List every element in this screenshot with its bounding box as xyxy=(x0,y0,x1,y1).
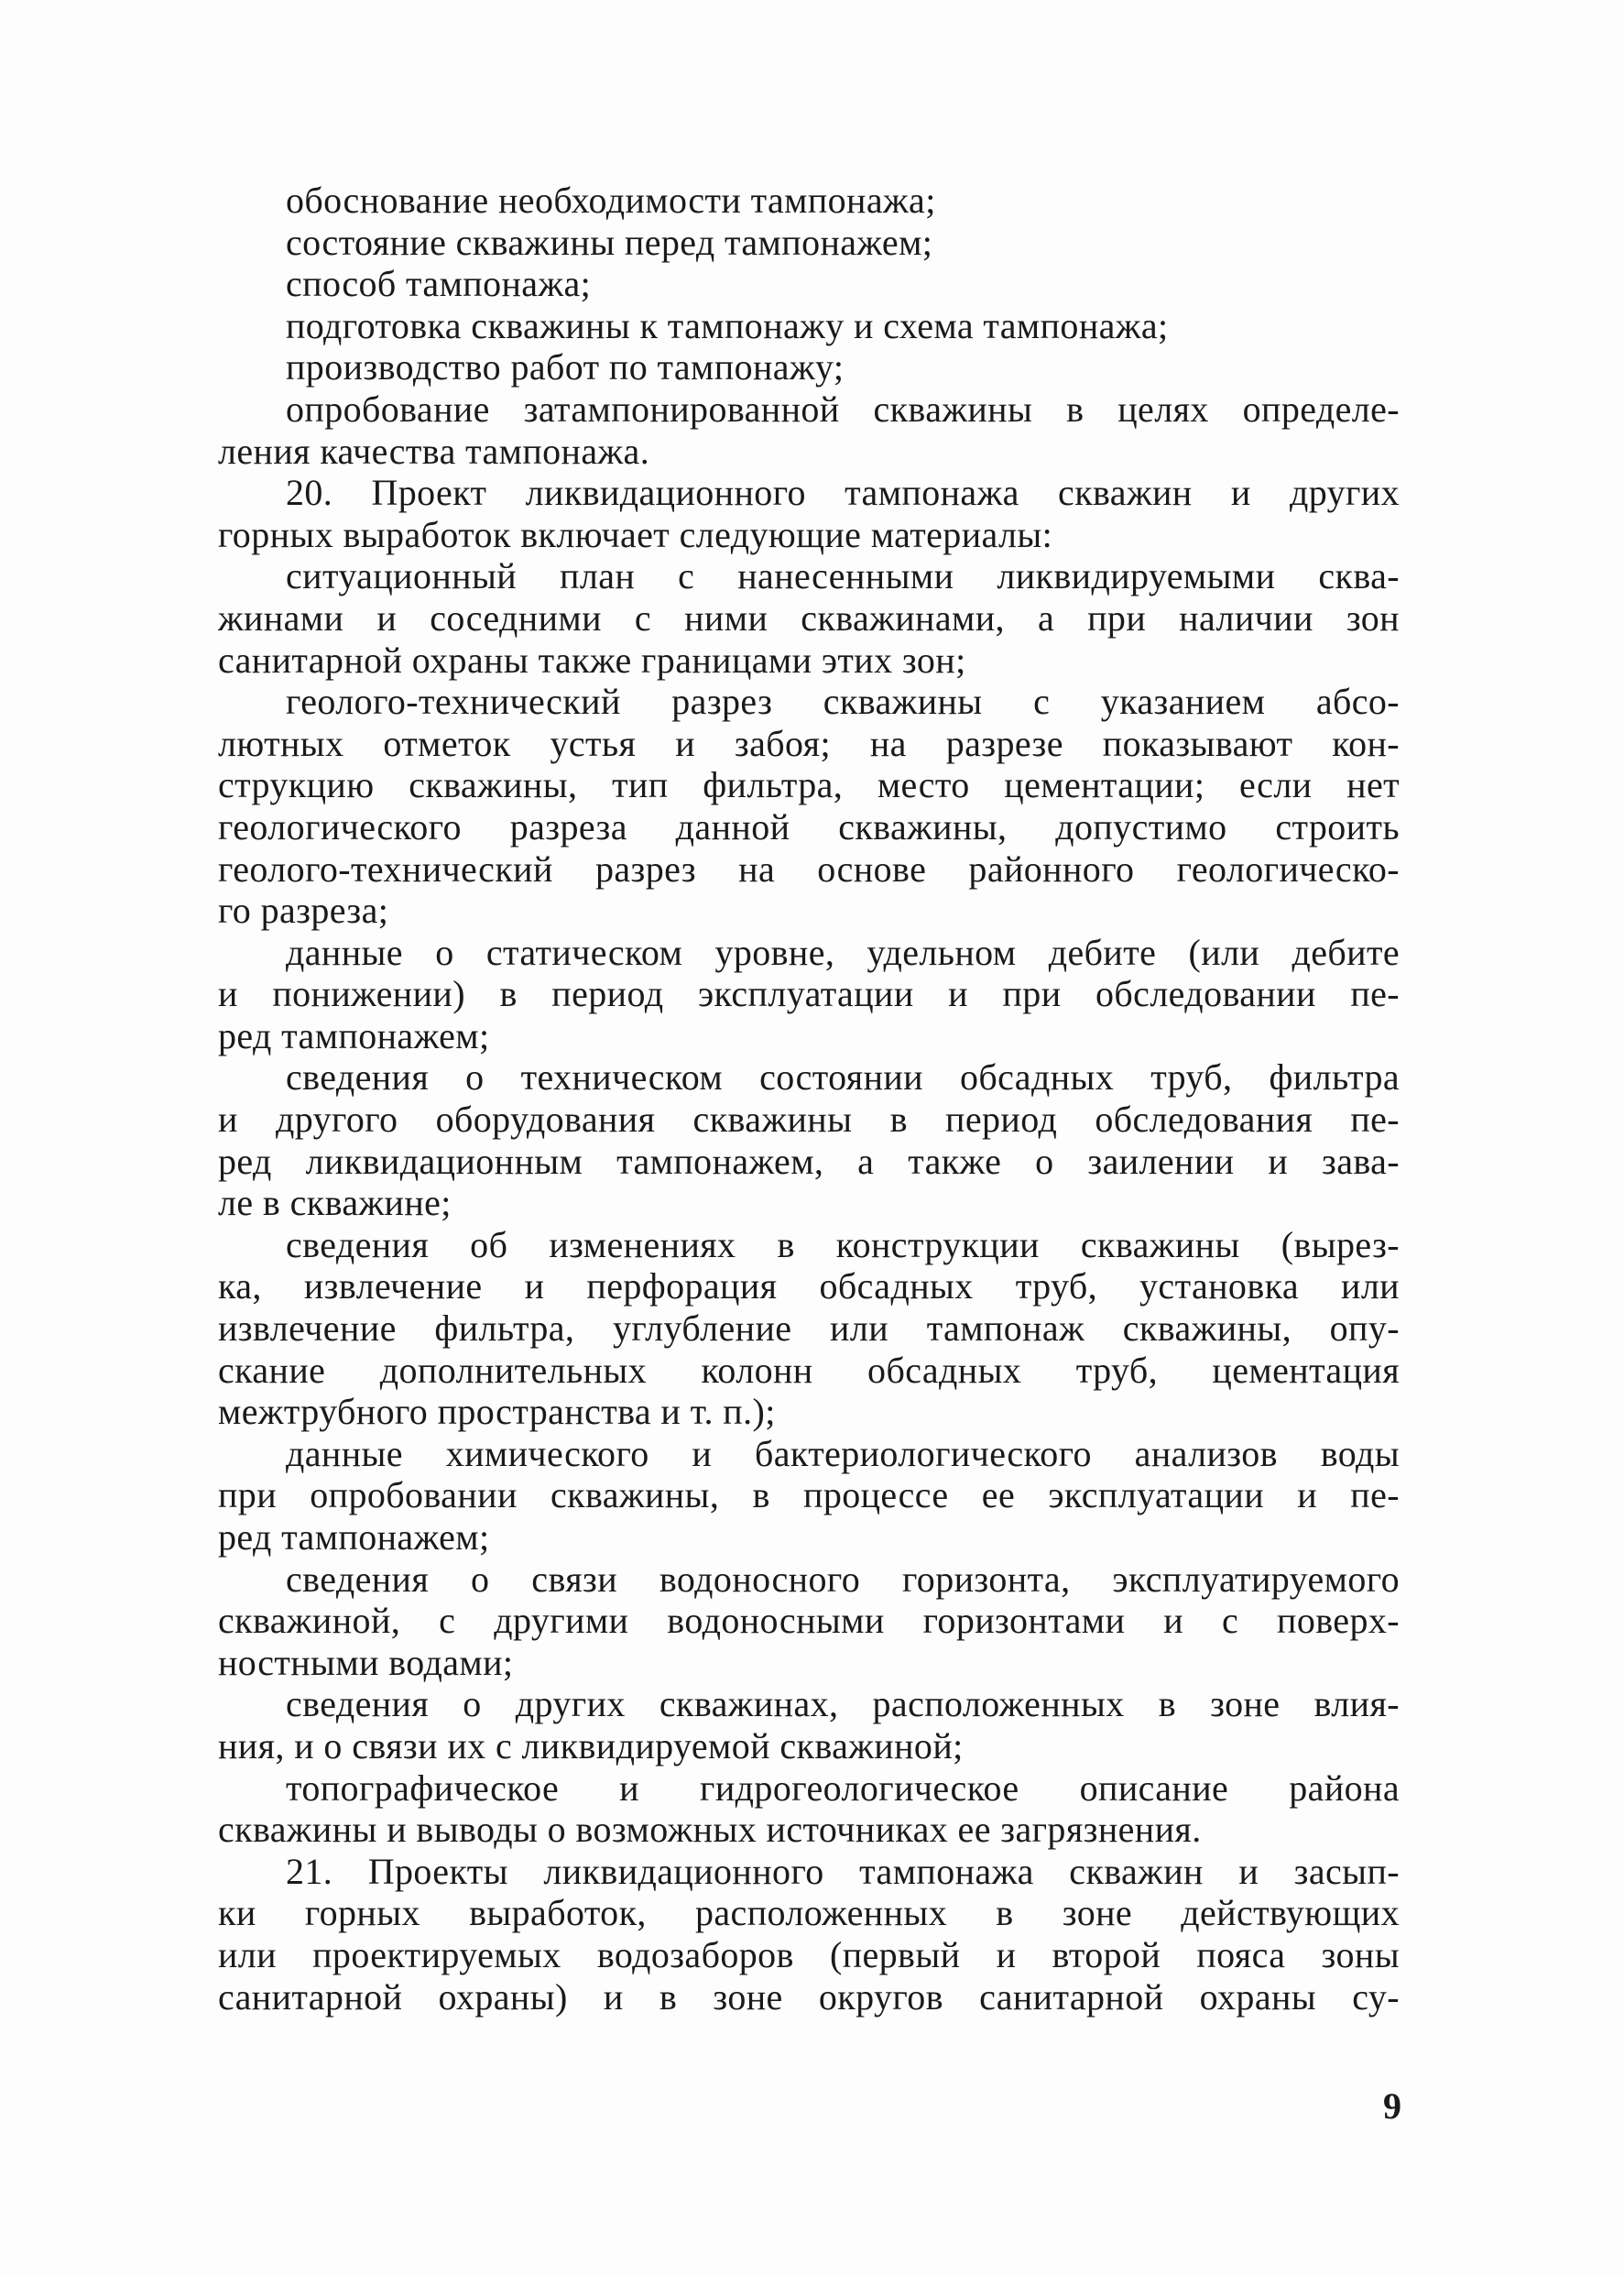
text-line: геолого-технический разрез скважины с указанием абсо- xyxy=(286,681,1400,723)
text-line: сведения о техническом состоянии обсадных труб, фильтра xyxy=(286,1056,1400,1099)
text-line: ред тампонажем; xyxy=(218,1014,490,1056)
text-line: способ тампонажа; xyxy=(286,263,592,305)
text-line: скважиной, с другими водоносными горизонтами и с поверх- xyxy=(218,1600,1400,1642)
text-line: ка, извлечение и перфорация обсадных труб, установка или xyxy=(218,1265,1400,1307)
text-line: скание дополнительных колонн обсадных труб, цементация xyxy=(218,1349,1400,1391)
text-line: ситуационный план с нанесенными ликвидируемыми сква- xyxy=(286,555,1400,597)
text-line: горных выработок включает следующие материалы: xyxy=(218,513,1053,555)
text-line: ле в скважине; xyxy=(218,1182,452,1224)
text-line: сведения о связи водоносного горизонта, эксплуатируемого xyxy=(286,1558,1400,1600)
text-line: ностными водами; xyxy=(218,1641,514,1683)
text-line: ления качества тампонажа. xyxy=(218,430,650,472)
text-line: санитарной охраны) и в зоне округов санитарной охраны су- xyxy=(218,1975,1400,2018)
body-text xyxy=(218,180,1400,2018)
text-line: ред тампонажем; xyxy=(218,1516,490,1558)
text-line: производство работ по тампонажу; xyxy=(286,346,845,388)
text-line: сведения об изменениях в конструкции скважины (вырез- xyxy=(286,1223,1400,1265)
text-line: лютных отметок устья и забоя; на разрезе показывают кон- xyxy=(218,722,1400,764)
text-line: и понижении) в период эксплуатации и при обследовании пе- xyxy=(218,973,1400,1015)
text-line: при опробовании скважины, в процессе ее эксплуатации и пе- xyxy=(218,1474,1400,1516)
text-line: санитарной охраны также границами этих зон; xyxy=(218,639,966,681)
text-line: межтрубного пространства и т. п.); xyxy=(218,1391,776,1433)
text-line: 20. Проект ликвидационного тампонажа скважин и других xyxy=(286,472,1400,514)
text-line: жинами и соседними с ними скважинами, а при наличии зон xyxy=(218,596,1400,639)
text-line: подготовка скважины к тампонажу и схема тампонажа; xyxy=(286,304,1169,346)
text-line: данные о статическом уровне, удельном дебите (или дебите xyxy=(286,931,1400,973)
text-line: состояние скважины перед тампонажем; xyxy=(286,221,933,263)
text-line: геологического разреза данной скважины, допустимо строить xyxy=(218,805,1400,848)
page-number: 9 xyxy=(1383,2085,1401,2127)
text-line: го разреза; xyxy=(218,890,389,932)
text-line: 21. Проекты ликвидационного тампонажа скважин и засып- xyxy=(286,1850,1400,1892)
text-line: ния, и о связи их с ликвидируемой скважиной; xyxy=(218,1724,964,1766)
text-line: данные химического и бактериологического анализов воды xyxy=(286,1432,1400,1474)
text-line: ред ликвидационным тампонажем, а также о заилении и зава- xyxy=(218,1140,1400,1182)
text-line: извлечение фильтра, углубление или тампонаж скважины, опу- xyxy=(218,1307,1400,1350)
text-line: и другого оборудования скважины в период обследования пе- xyxy=(218,1099,1400,1141)
text-line: геолого-технический разрез на основе районного геологическо- xyxy=(218,848,1400,890)
text-line: струкцию скважины, тип фильтра, место цементации; если нет xyxy=(218,764,1400,806)
text-line: опробование затампонированной скважины в целях определе- xyxy=(286,388,1400,430)
text-line: скважины и выводы о возможных источниках ее загрязнения. xyxy=(218,1809,1202,1851)
text-line: топографическое и гидрогеологическое описание района xyxy=(286,1766,1400,1809)
text-line: или проектируемых водозаборов (первый и второй пояса зоны xyxy=(218,1933,1400,1975)
text-line: обоснование необходимости тампонажа; xyxy=(286,180,936,221)
text-line: сведения о других скважинах, расположенных в зоне влия- xyxy=(286,1683,1400,1725)
text-line: ки горных выработок, расположенных в зоне действующих xyxy=(218,1892,1400,1934)
